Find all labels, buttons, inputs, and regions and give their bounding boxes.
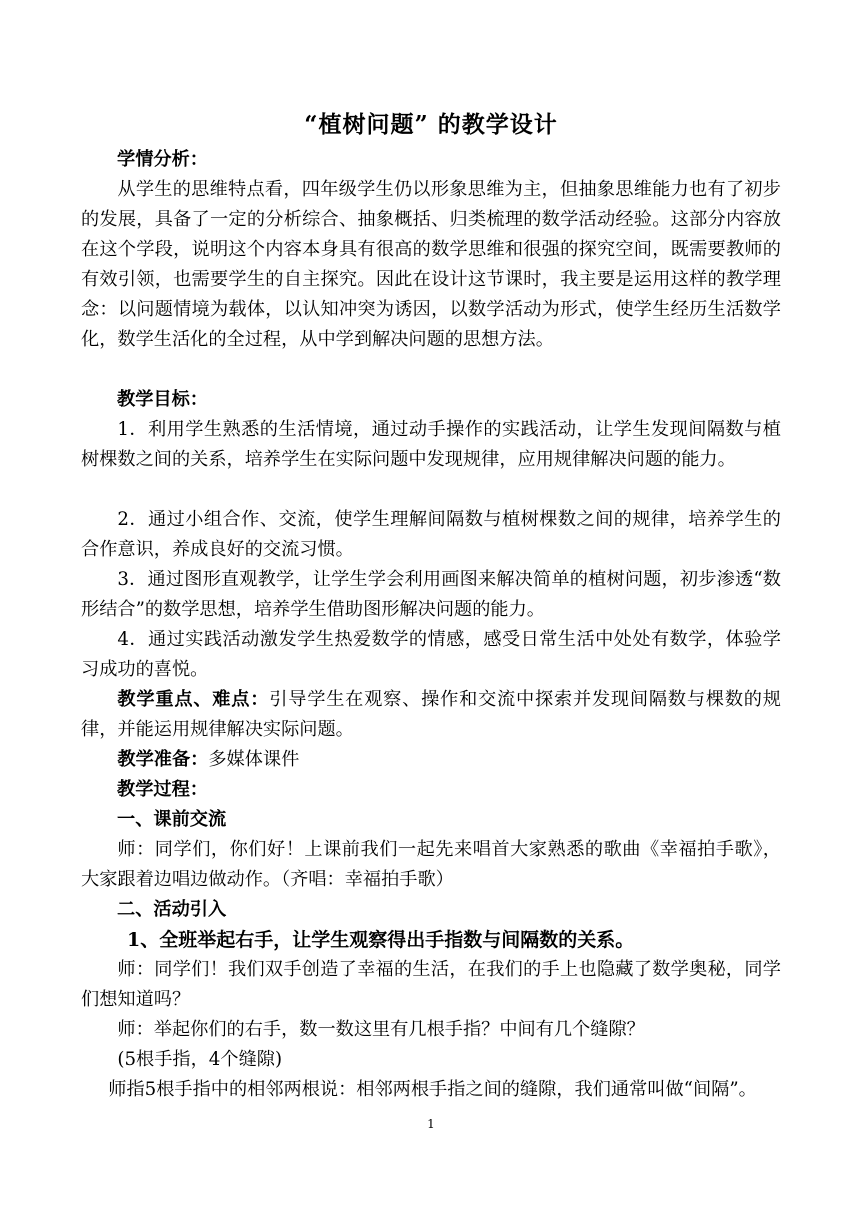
- section-2-subheading: 1、全班举起右手，让学生观察得出手指数与间隔数的关系。: [127, 929, 635, 951]
- goal-item-3: 3．通过图形直观教学，让学生学会利用画图来解决简单的植树问题，初步渗透“数形结合”的数学思想，培养学生借助图形解决问题的能力。: [81, 569, 781, 620]
- page-number: 1: [427, 1117, 435, 1131]
- document-title: “植树问题” 的教学设计: [304, 111, 558, 138]
- section-2-paragraph-2: 师：举起你们的右手，数一数这里有几根手指？中间有几个缝隙？: [117, 1019, 645, 1040]
- section-2-heading: 二、活动引入: [117, 899, 227, 920]
- preparation-text: 多媒体课件: [208, 749, 300, 770]
- key-points-paragraph: [81, 685, 781, 745]
- section-1-heading: 一、课前交流: [117, 809, 227, 830]
- goal-item-4: 4．通过实践活动激发学生热爱数学的情感，感受日常生活中处处有数学，体验学习成功的喜悦。: [81, 629, 781, 680]
- section-2-paragraph-3: (5根手指，4个缝隙): [117, 1049, 283, 1070]
- preparation-paragraph: [81, 745, 781, 775]
- preparation-label: 教学准备：: [117, 749, 209, 770]
- analysis-paragraph: 从学生的思维特点看，四年级学生仍以形象思维为主，但抽象思维能力也有了初步的发展，具备了一定的分析综合、抽象概括、归类梳理的数学活动经验。这部分内容放在这个学段，说明这个内容本身具有很高的数学思维和很强的探究空间，既需要教师的有效引领，也需要学生的自主探究。因此在设计这节课时，我主要是运用这样的教学理念：以问题情境为载体，以认知冲突为诱因，以数学活动为形式，使学生经历生活数学化，数学生活化的全过程，从中学到解决问题的思想方法。: [81, 179, 781, 350]
- goals-heading: 教学目标：: [117, 389, 208, 410]
- key-points-text: 引导学生在观察、操作和交流中探索并发现间隔数与棵数的规律，并能运用规律解决实际问题。: [81, 689, 781, 740]
- key-points-label: 教学重点、难点：: [117, 689, 270, 710]
- goal-item-1: 1．利用学生熟悉的生活情境，通过动手操作的实践活动，让学生发现间隔数与植树棵数之间的关系，培养学生在实际问题中发现规律，应用规律解决问题的能力。: [81, 419, 781, 470]
- section-2-paragraph-1: 师：同学们！我们双手创造了幸福的生活，在我们的手上也隐藏了数学奥秘，同学们想知道吗？: [81, 959, 781, 1010]
- section-2-paragraph-4: 师指5根手指中的相邻两根说：相邻两根手指之间的缝隙，我们通常叫做“间隔”。: [108, 1079, 757, 1100]
- goal-item-2: 2．通过小组合作、交流，使学生理解间隔数与植树棵数之间的规律，培养学生的合作意识，养成良好的交流习惯。: [81, 509, 781, 560]
- process-heading: 教学过程：: [117, 779, 208, 800]
- analysis-heading: 学情分析：: [117, 149, 208, 170]
- section-1-paragraph: 师：同学们，你们好！上课前我们一起先来唱首大家熟悉的歌曲《幸福拍手歌》，大家跟着边唱边做动作。（齐唱：幸福拍手歌）: [81, 839, 781, 890]
